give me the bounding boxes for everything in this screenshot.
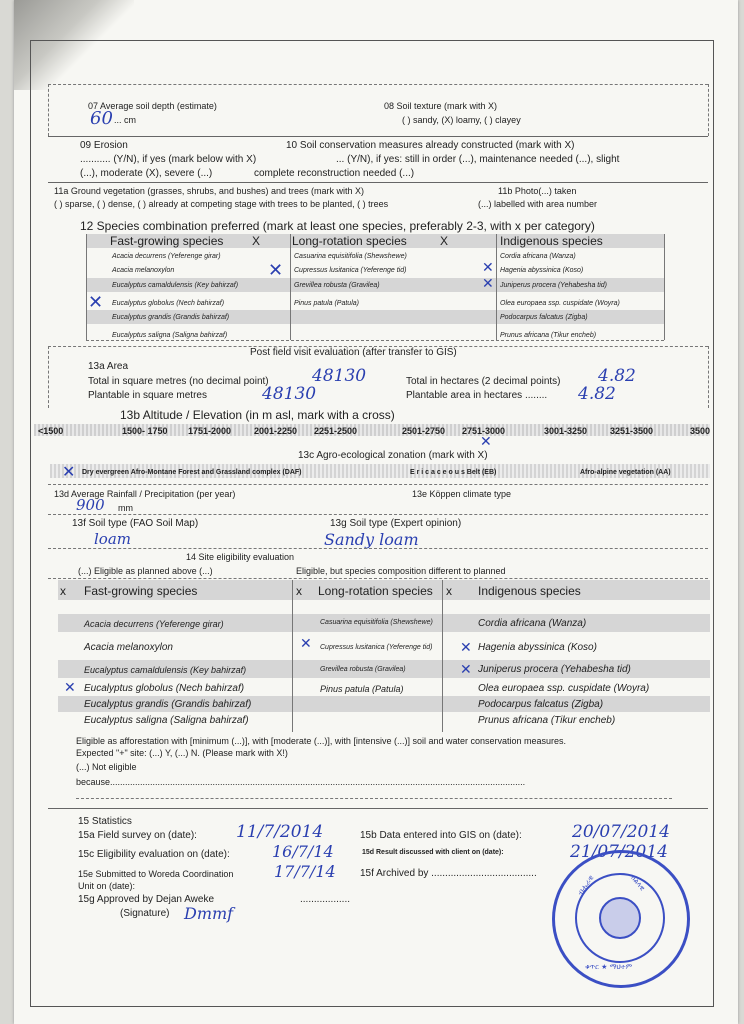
q11b-label: 11b Photo(...) taken [498, 186, 577, 196]
mark-q14-cupressus: ✕ [300, 636, 312, 652]
q15a-label: 15a Field survey on (date): [78, 830, 197, 841]
q15e-label2: Unit on (date): [78, 881, 136, 891]
stamp-text-left: ብሔራዊ [576, 873, 596, 897]
q12-fast-5: Eucalyptus saligna (Saligna bahirzaf) [112, 332, 228, 339]
q12-indig-3: Olea europaea ssp. cuspidate (Woyra) [500, 300, 620, 307]
q14-long-0: Casuarina equisitifolia (Shewshewe) [320, 619, 433, 626]
q12-indig-2: Juniperus procera (Yehabesha tid) [500, 282, 608, 289]
alt-8: 3251-3500 [610, 426, 654, 436]
q15d-label: 15d Result discussed with client on (date): [362, 849, 504, 856]
q14-indig-x: x [446, 584, 452, 598]
q13a-total-ha-label: Total in hectares (2 decimal points) [406, 376, 561, 387]
q12-h-fast-x: X [252, 234, 261, 248]
mark-q12-hagenia: ✕ [482, 260, 494, 276]
q12-h-indig: Indigenous species [500, 234, 603, 248]
q10-line2: complete reconstruction needed (...) [254, 168, 415, 179]
q12-fast-0: Acacia decurrens (Yeferenge girar) [112, 253, 221, 260]
q13d-unit: mm [118, 503, 133, 513]
q13a-plant-ha: 4.82 [578, 384, 616, 404]
q15f-label: 15f Archived by ...................................... [360, 868, 537, 879]
q14-indig-3: Olea europaea ssp. cuspidate (Woyra) [478, 683, 650, 694]
q13a-plant-m2-label: Plantable in square metres [88, 390, 207, 401]
q14-because: because...................................................................................................................................................................... [76, 777, 526, 787]
q11b-line2: (...) labelled with area number [478, 199, 598, 209]
signature: Dmmf [184, 904, 234, 923]
q13b-label: 13b Altitude / Elevation (in m asl, mark with a cross) [120, 408, 395, 422]
q14-indig-5: Prunus africana (Tikur encheb) [478, 715, 616, 726]
q14-title: 14 Site eligibility evaluation [186, 552, 295, 562]
q15g-dots: .................. [300, 894, 351, 905]
q14-fast-x: x [60, 584, 66, 598]
q14-long-3: Pinus patula (Patula) [320, 684, 404, 694]
q15c-value: 16/7/14 [272, 842, 334, 861]
q14-expected: Expected "+" site: (...) Y, (...) N. (Please mark with X!) [76, 748, 288, 758]
q15c-label: 15c Eligibility evaluation on (date): [78, 849, 230, 860]
mark-q13b-altitude: ✕ [480, 434, 492, 450]
q14-not-eligible: (...) Not eligible [76, 762, 137, 772]
stamp-text-right: ክልላዊ [629, 874, 647, 893]
q12-title: 12 Species combination preferred (mark at least one species, preferably 2-3, with x per category) [80, 219, 595, 233]
q13d-label: 13d Average Rainfall / Precipitation (per year) [54, 489, 236, 499]
mark-q12-juniperus: ✕ [482, 276, 494, 292]
q14-fast-1: Acacia melanoxylon [84, 642, 173, 653]
q15g-label: 15g Approved by Dejan Aweke [78, 894, 215, 905]
q13d-value: 900 [76, 496, 105, 514]
q14-long-2: Grevillea robusta (Gravilea) [320, 666, 406, 673]
q15d-value: 21/07/2014 [570, 842, 668, 862]
q12-fast-2: Eucalyptus camaldulensis (Key bahirzaf) [112, 282, 239, 289]
q11a-label: 11a Ground vegetation (grasses, shrubs, and bushes) and trees (mark with X) [54, 186, 364, 196]
q11a-line2: ( ) sparse, ( ) dense, ( ) already at competing stage with trees to be planted, ( ) trees [54, 199, 389, 209]
q09-line2: (...), moderate (X), severe (...) [80, 168, 213, 179]
q12-long-1: Cupressus lusitanica (Yeferenge tid) [294, 267, 407, 274]
q12-fast-3: Eucalyptus globolus (Nech bahirzaf) [112, 300, 225, 307]
q12-indig-1: Hagenia abyssinica (Koso) [500, 267, 584, 274]
mark-q13c-daf: ✕ [62, 462, 76, 481]
q10-line1: ... (Y/N), if yes: still in order (...), maintenance needed (...), slight [336, 154, 620, 165]
q12-h-long-x: X [440, 234, 449, 248]
q12-long-0: Casuarina equisitifolia (Shewshewe) [294, 253, 407, 260]
q12-long-2: Grevillea robusta (Gravilea) [294, 282, 380, 289]
q10-label: 10 Soil conservation measures already constructed (mark with X) [286, 140, 575, 151]
official-stamp [552, 850, 690, 988]
q15b-label: 15b Data entered into GIS on (date): [360, 830, 522, 841]
alt-0: <1500 [38, 426, 64, 436]
alt-2: 1751-2000 [188, 426, 232, 436]
q14-long-title: Long-rotation species [318, 584, 433, 598]
mark-q14-globolus: ✕ [64, 680, 76, 696]
q09-label: 09 Erosion [80, 140, 128, 151]
q15a-value: 11/7/2014 [236, 822, 324, 842]
q07-label: 07 Average soil depth (estimate) [88, 101, 217, 111]
q14-opt1: (...) Eligible as planned above (...) [78, 566, 213, 576]
q14-fast-4: Eucalyptus grandis (Grandis bahirzaf) [84, 699, 252, 710]
zone-0: Dry evergreen Afro-Montane Forest and Grassland complex (DAF) [82, 469, 302, 476]
q14-indig-0: Cordia africana (Wanza) [478, 618, 587, 629]
q12-indig-0: Cordia africana (Wanza) [500, 253, 576, 260]
q14-indig-2: Juniperus procera (Yehabesha tid) [478, 664, 631, 675]
q13a-total-m2: 48130 [312, 366, 367, 386]
mark-q12-globolus: ✕ [88, 292, 104, 313]
q13a-plant-ha-label: Plantable area in hectares ........ [406, 390, 548, 401]
q14-long-x: x [296, 584, 302, 598]
q14-afforest: Eligible as afforestation with [minimum (...)], with [moderate (...)], with [intensive (...)] soil and water conservation measures. [76, 736, 567, 746]
post-title: Post field visit evaluation (after transfer to GIS) [250, 347, 457, 358]
q15b-value: 20/07/2014 [572, 822, 670, 842]
q14-fast-3: Eucalyptus globolus (Nech bahirzaf) [84, 683, 245, 694]
alt-4: 2251-2500 [314, 426, 358, 436]
q14-indig-4: Podocarpus falcatus (Zigba) [478, 699, 604, 710]
q14-fast-5: Eucalyptus saligna (Saligna bahirzaf) [84, 715, 249, 726]
q07-unit: ... cm [114, 115, 136, 125]
zone-2: Afro-alpine vegetation (AA) [580, 469, 671, 476]
q13c-label: 13c Agro-ecological zonation (mark with X) [298, 450, 488, 461]
alt-6: 2751-3000 [462, 426, 506, 436]
q08-label: 08 Soil texture (mark with X) [384, 101, 498, 111]
zone-1: E r i c a c e o u s Belt (EB) [410, 469, 497, 476]
alt-1: 1500- 1750 [122, 426, 168, 436]
alt-5: 2501-2750 [402, 426, 446, 436]
q13e-label: 13e Köppen climate type [412, 489, 512, 499]
q15-title: 15 Statistics [78, 816, 132, 827]
q13a-label: 13a Area [88, 361, 129, 372]
q08-options: ( ) sandy, (X) loamy, ( ) clayey [402, 115, 521, 125]
alt-7: 3001-3250 [544, 426, 588, 436]
mark-q14-juniperus: ✕ [460, 662, 472, 678]
q12-h-fast: Fast-growing species [110, 234, 224, 248]
q14-indig-1: Hagenia abyssinica (Koso) [478, 642, 597, 653]
q12-fast-1: Acacia melanoxylon [112, 267, 175, 274]
q12-h-long: Long-rotation species [292, 234, 407, 248]
q12-fast-4: Eucalyptus grandis (Grandis bahirzaf) [112, 314, 230, 321]
q12-indig-4: Podocarpus falcatus (Zigba) [500, 314, 588, 321]
stamp-text-bottom: ቁጥር ★ ማህተም [585, 963, 633, 971]
q14-fast-2: Eucalyptus camaldulensis (Key bahirzaf) [84, 665, 247, 675]
q13a-plant-m2: 48130 [262, 384, 317, 404]
q14-fast-title: Fast-growing species [84, 584, 198, 598]
q13g-value: Sandy loam [324, 530, 419, 549]
q07-value: 60 [90, 108, 113, 129]
sig-label: (Signature) [120, 908, 170, 919]
mark-q14-hagenia: ✕ [460, 640, 472, 656]
alt-9: 3500 [690, 426, 711, 436]
q13g-label: 13g Soil type (Expert opinion) [330, 518, 462, 529]
q13a-total-m2-label: Total in square metres (no decimal point) [88, 376, 269, 387]
q12-long-3: Pinus patula (Patula) [294, 300, 359, 307]
alt-3: 2001-2250 [254, 426, 298, 436]
q14-fast-0: Acacia decurrens (Yeferenge girar) [84, 619, 224, 629]
q15e-label: 15e Submitted to Woreda Coordination [78, 869, 234, 879]
q13f-value: loam [94, 530, 131, 548]
q13a-total-ha: 4.82 [598, 366, 636, 386]
stamp-emblem [599, 897, 641, 939]
q13f-label: 13f Soil type (FAO Soil Map) [72, 518, 199, 529]
q14-opt2: Eligible, but species composition different to planned [296, 566, 506, 576]
mark-q12-cupressus: ✕ [268, 260, 284, 281]
q14-long-1: Cupressus lusitanica (Yeferenge tid) [320, 644, 433, 651]
q14-indig-title: Indigenous species [478, 584, 581, 598]
q09-line1: ........... (Y/N), if yes (mark below with X) [80, 154, 257, 165]
q15e-value: 17/7/14 [274, 862, 336, 881]
q12-indig-5: Prunus africana (Tikur encheb) [500, 332, 597, 339]
